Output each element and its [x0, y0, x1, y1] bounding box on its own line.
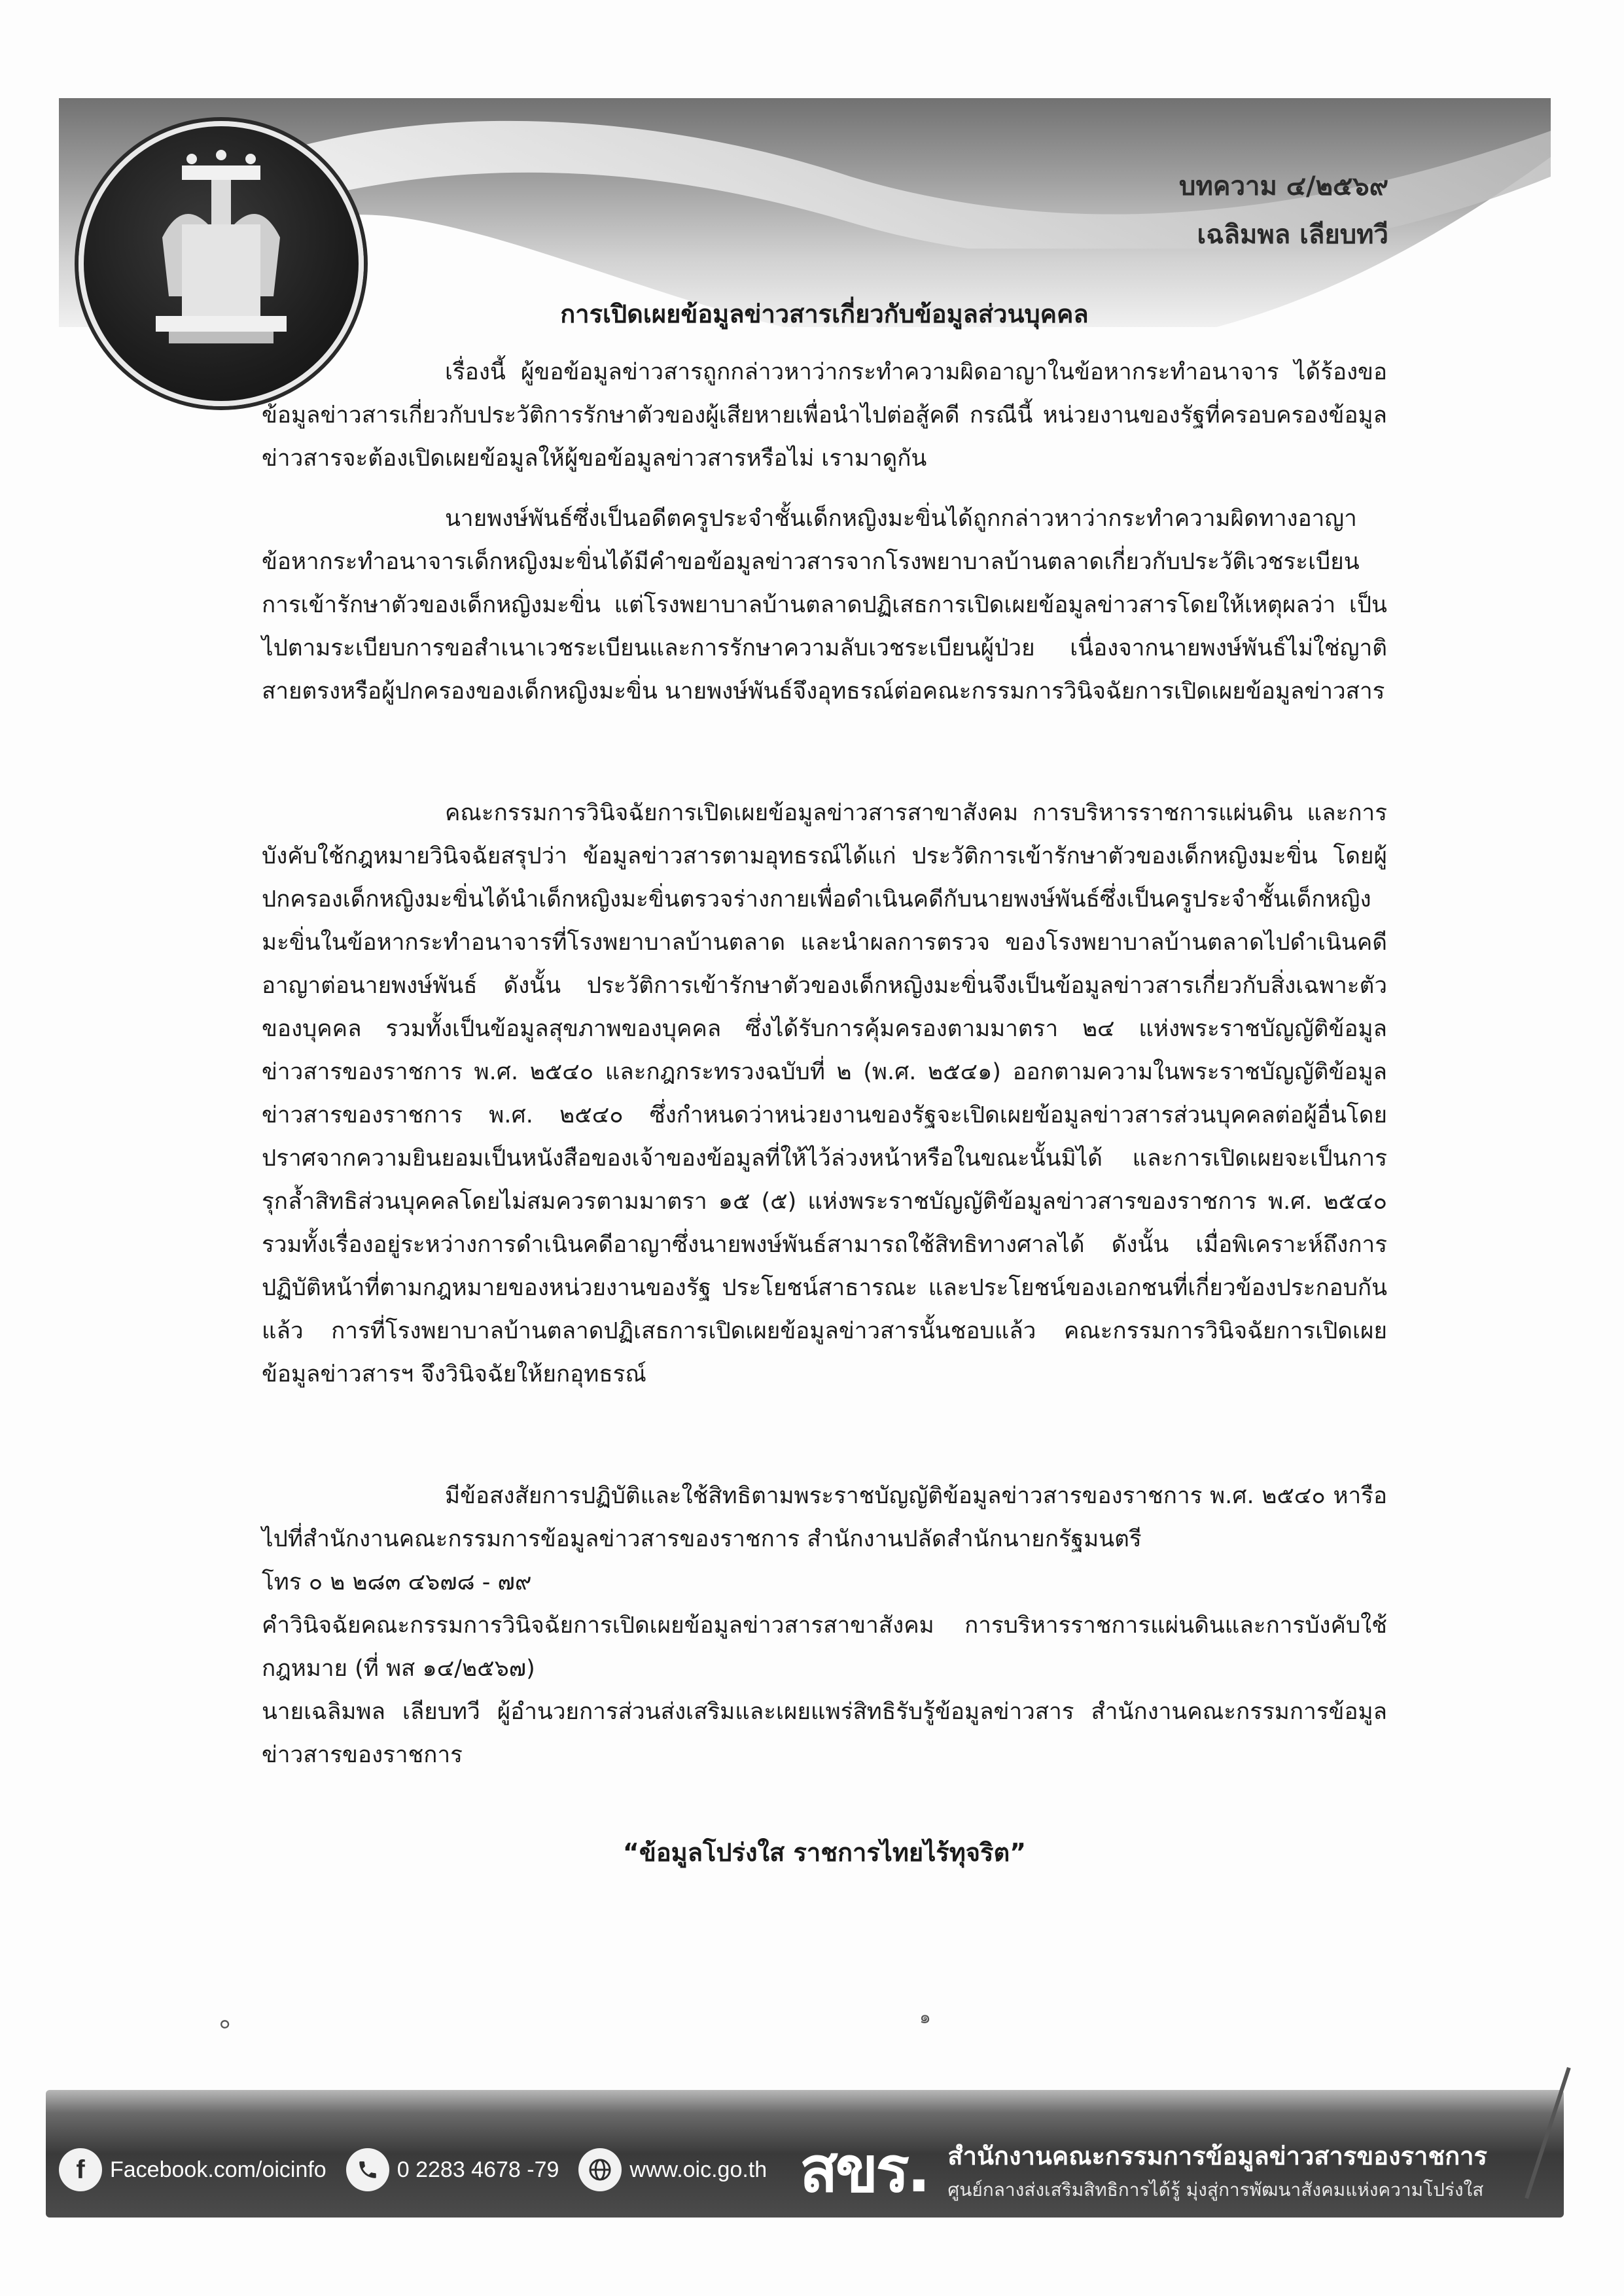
phone-link[interactable]	[346, 2148, 559, 2191]
org-slogan: ศูนย์กลางส่งเสริมสิทธิการได้รู้ มุ่งสู่การพัฒนาสังคมแห่งความโปร่งใส	[947, 2178, 1484, 2200]
paragraph: นายพงษ์พันธ์ซึ่งเป็นอดีตครูประจำชั้นเด็กหญิงมะขิ่นได้ถูกกล่าวหาว่ากระทำความผิดทางอาญาข้อหากระทำอนาจารเด็กหญิงมะขิ่นได้มีคำขอข้อมูลข่าวสารจากโรงพยาบาลบ้านตลาดเกี่ยวกับประวัติเวชระเบียนการเข้ารักษาตัวของเด็กหญิงมะขิ่น แต่โรงพยาบาลบ้านตลาดปฏิเสธการเปิดเผยข้อมูลข่าวสารโดยให้เหตุผลว่า เป็นไปตามระเบียบการขอสำเนาเวชระเบียนและการรักษาความลับเวชระเบียนผู้ป่วย เนื่องจากนายพงษ์พันธ์ไม่ใช่ญาติสายตรงหรือผู้ปกครองของเด็กหญิงมะขิ่น นายพงษ์พันธ์จึงอุทธรณ์ต่อคณะกรรมการวินิจฉัยการเปิดเผยข้อมูลข่าวสาร	[262, 506, 1387, 704]
oic-logo: สขร.	[800, 2133, 928, 2206]
paragraph: คณะกรรมการวินิจฉัยการเปิดเผยข้อมูลข่าวสารสาขาสังคม การบริหารราชการแผ่นดิน และการบังคับใช้กฎหมายวินิจฉัยสรุปว่า ข้อมูลข่าวสารตามอุทธรณ์ได้แก่ ประวัติการเข้ารักษาตัวของเด็กหญิงมะขิ่น โดยผู้ปกครองเด็กหญิงมะขิ่นได้นำเด็กหญิงมะขิ่นตรวจร่างกายเพื่อดำเนินคดีกับนายพงษ์พันธ์ซึ่งเป็นครูประจำชั้นเด็กหญิงมะขิ่นในข้อหากระทำอนาจารที่โรงพยาบาลบ้านตลาด และนำผลการตรวจ ของโรงพยาบาลบ้านตลาดไปดำเนินคดีอาญาต่อนายพงษ์พันธ์ ดังนั้น ประวัติการเข้ารักษาตัวของเด็กหญิงมะขิ่นจึงเป็นข้อมูลข่าวสารเกี่ยวกับสิ่งเฉพาะตัวของบุคคล รวมทั้งเป็นข้อมูลสุขภาพของบุคคล ซึ่งได้รับการคุ้มครองตามมาตรา ๒๔ แห่งพระราชบัญญัติข้อมูลข่าวสารของราชการ พ.ศ. ๒๕๔๐ และกฎกระทรวงฉบับที่ ๒ (พ.ศ. ๒๕๔๑) ออกตามความในพระราชบัญญัติข้อมูลข่าวสารของราชการ พ.ศ. ๒๕๔๐ ซึ่งกำหนดว่าหน่วยงานของรัฐจะเปิดเผยข้อมูลข่าวสารส่วนบุคคลต่อผู้อื่นโดยปราศจากความยินยอมเป็นหนังสือของเจ้าของข้อมูลที่ให้ไว้ล่วงหน้าหรือในขณะนั้นมิได้ และการเปิดเผยจะเป็นการรุกล้ำสิทธิส่วนบุคคลโดยไม่สมควรตามมาตรา ๑๕ (๕) แห่งพระราชบัญญัติข้อมูลข่าวสารของราชการ พ.ศ. ๒๕๔๐ รวมทั้งเรื่องอยู่ระหว่างการดำเนินคดีอาญาซึ่งนายพงษ์พันธ์สามารถใช้สิทธิทางศาลได้ ดังนั้น เมื่อพิเคราะห์ถึงการปฏิบัติหน้าที่ตามกฎหมายของหน่วยงานของรัฐ ประโยชน์สาธารณะ และประโยชน์ของเอกชนที่เกี่ยวข้องประกอบกันแล้ว การที่โรงพยาบาลบ้านตลาดปฏิเสธการเปิดเผยข้อมูลข่าวสารนั้นชอบแล้ว คณะกรรมการวินิจฉัยการเปิดเผยข้อมูลข่าวสารฯ จึงวินิจฉัยให้ยกอุทธรณ์	[262, 800, 1387, 1387]
footer-contacts	[59, 2133, 1487, 2206]
author-line: นายเฉลิมพล เลียบทวี ผู้อำนวยการส่วนส่งเสริมและเผยแพร่สิทธิรับรู้ข้อมูลข่าวสาร สำนักงานคณะกรรมการข้อมูลข่าวสารของราชการ	[262, 1699, 1387, 1768]
facebook-text: Facebook.com/oicinfo	[110, 2157, 327, 2182]
website-text: www.oic.go.th	[629, 2157, 768, 2182]
article-number: บทความ ๔/๒๕๖๙	[1179, 171, 1388, 201]
author-name: เฉลิมพล เลียบทวี	[1197, 220, 1388, 250]
org-block	[947, 2136, 1487, 2204]
document-meta	[1179, 162, 1388, 259]
phone-text: 0 2283 4678 -79	[397, 2157, 559, 2182]
page-mark-left: ๐	[219, 2011, 231, 2033]
paragraph: เรื่องนี้ ผู้ขอข้อมูลข่าวสารถูกกล่าวหาว่ากระทำความผิดอาญาในข้อหากระทำอนาจาร ได้ร้องขอข้อมูลข่าวสารเกี่ยวกับประวัติการรักษาตัวของผู้เสียหายเพื่อนำไปต่อสู้คดี กรณีนี้ หน่วยงานของรัฐที่ครอบครองข้อมูลข่าวสารจะต้องเปิดเผยข้อมูลให้ผู้ขอข้อมูลข่าวสารหรือไม่ เรามาดูกัน	[262, 359, 1387, 472]
slogan-quote: “ข้อมูลโปร่งใส ราชการไทยไร้ทุจริต”	[622, 1838, 1027, 1867]
facebook-icon: f	[59, 2148, 102, 2191]
paragraph-intro	[262, 351, 1387, 480]
phone-line: โทร ๐ ๒ ๒๘๓ ๔๖๗๘ - ๗๙	[262, 1569, 532, 1595]
paragraph-contact	[262, 1474, 1387, 1777]
article-title: การเปิดเผยข้อมูลข่าวสารเกี่ยวกับข้อมูลส่วนบุคคล	[560, 300, 1089, 328]
website-link[interactable]	[578, 2148, 767, 2191]
org-name: สำนักงานคณะกรรมการข้อมูลข่าวสารของราชการ	[947, 2141, 1487, 2170]
facebook-link[interactable]	[59, 2148, 327, 2191]
ruling-reference: คำวินิจฉัยคณะกรรมการวินิจฉัยการเปิดเผยข้อมูลข่าวสารสาขาสังคม การบริหารราชการแผ่นดินและการบังคับใช้กฎหมาย (ที่ พส ๑๔/๒๕๖๗)	[262, 1612, 1387, 1682]
paragraph-facts	[262, 497, 1387, 713]
phone-icon	[346, 2148, 389, 2191]
page-mark-center: ๑	[919, 2006, 931, 2028]
paragraph-ruling	[262, 791, 1387, 1396]
paragraph: มีข้อสงสัยการปฏิบัติและใช้สิทธิตามพระราชบัญญัติข้อมูลข่าวสารของราชการ พ.ศ. ๒๕๔๐ หารือไปที่สำนักงานคณะกรรมการข้อมูลข่าวสารของราชการ สำนักงานปลัดสำนักนายกรัฐมนตรี	[262, 1483, 1387, 1552]
globe-icon	[578, 2148, 622, 2191]
